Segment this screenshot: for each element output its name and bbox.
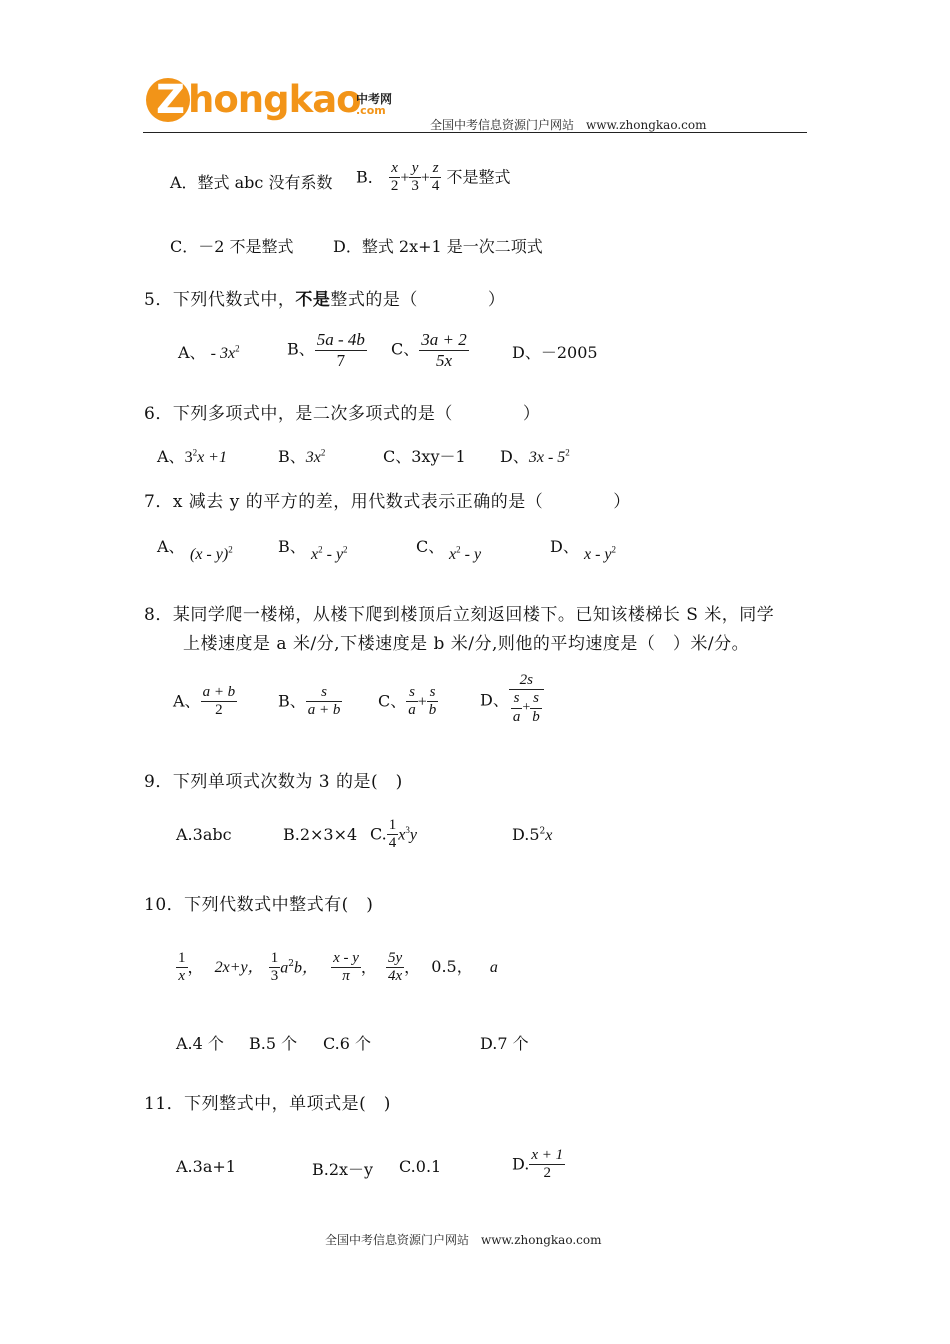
q6-option-b: B、$3x^2$ <box>278 447 326 466</box>
q5-stem-pre: 5．下列代数式中， <box>144 290 296 310</box>
q6-option-d: D、$3x - 5^2$ <box>500 447 570 466</box>
q8-option-b: B、 $\frac{s}{a + b}$ <box>278 684 341 719</box>
q10-expr-7: a <box>489 959 498 977</box>
q5-option-a: A、 - $3x^2$ <box>178 343 240 362</box>
q5-stem-bold: 不是 <box>295 290 331 310</box>
q7-option-a-label: A、 <box>157 537 185 556</box>
q10-expr-2: 2x+y， <box>214 959 264 977</box>
q7-option-a: (x - y)$^2$ <box>190 544 233 563</box>
q7-option-b-label: B、 <box>278 537 306 556</box>
header-divider <box>143 132 807 133</box>
q4-option-b: B． $\frac{x}{2}$ + $\frac{y}{3}$ + $\frac{z}{4}$ 不是整式 <box>356 160 511 195</box>
q10-expr-3-frac: $\frac{1}{3}$ <box>270 950 279 985</box>
q4-option-c: C．－2 不是整式 <box>170 237 294 256</box>
q8-stem-line-1: 8．某同学爬一楼梯，从楼下爬到楼顶后立刻返回楼下。已知该楼梯长 S 米，同学 <box>144 605 775 625</box>
q7-option-d-label: D、 <box>550 537 579 556</box>
q11-option-c: C.0.1 <box>399 1157 442 1176</box>
q4-b-tail: 不是整式 <box>446 167 511 187</box>
q10-expressions: $\frac{1}{x}$ ， 2x+y， $\frac{1}{3}$ $a^2b$， $\frac{x - y}{\pi}$ ， $\frac{5y}{4x}$ ， 0.5， a <box>178 950 498 985</box>
q9-option-a: A.3abc <box>176 825 232 844</box>
q11-option-b: B.2x－y <box>312 1160 374 1179</box>
q7-option-d: x - $y^2$ <box>584 544 617 563</box>
q7-option-c: $x^2$ - y <box>449 544 482 563</box>
q7-option-c-label: C、 <box>416 537 445 556</box>
q10-expr-4: $\frac{x - y}{\pi}$ <box>333 950 359 985</box>
q5-option-b: B、 $\frac{5a - 4b}{7}$ <box>287 330 365 370</box>
q4-b-frac-3: $\frac{z}{4}$ <box>431 160 440 195</box>
q9-option-c: C. $\frac{1}{4}$ $x^3y$ <box>370 817 417 852</box>
q10-expr-1: $\frac{1}{x}$ <box>178 950 186 985</box>
q4-b-frac-2: $\frac{y}{3}$ <box>411 160 419 195</box>
logo-z: Z <box>156 77 186 123</box>
q4-option-d: D．整式 2x+1 是一次二项式 <box>333 237 543 256</box>
q5-option-d: D、－2005 <box>512 343 598 362</box>
q10-option-c: C.6 个 <box>323 1034 372 1053</box>
q8-option-c: C、 $\frac{s}{a}$ + $\frac{s}{b}$ <box>378 684 437 719</box>
q10-option-a: A.4 个 <box>176 1034 224 1053</box>
q5-option-c: C、 $\frac{3a + 2}{5x}$ <box>391 330 467 370</box>
q10-expr-6: 0.5， <box>431 957 473 977</box>
q4-b-label: B． <box>356 167 384 187</box>
q8-option-d: D、 2s $\frac{s}{a}$ + $\frac{s}{b}$ <box>480 672 544 726</box>
q8-option-a: A、 $\frac{a + b}{2}$ <box>173 684 236 719</box>
logo-chinese: 中考网 <box>356 92 393 106</box>
q5-stem <box>144 285 505 310</box>
q9-option-d: $D.5^2x$ <box>512 825 553 844</box>
q11-stem: 11．下列整式中，单项式是( ) <box>144 1094 391 1114</box>
q9-option-b: B.2×3×4 <box>283 825 358 844</box>
q6-stem: 6．下列多项式中，是二次多项式的是（ ） <box>144 404 541 424</box>
q10-expr-5: $\frac{5y}{4x}$ <box>387 950 403 985</box>
q6-option-c: C、3xy－1 <box>383 447 466 466</box>
q11-option-d: D. $\frac{x + 1}{2}$ <box>512 1147 564 1182</box>
logo-com: .com <box>356 104 386 117</box>
q10-option-d: D.7 个 <box>480 1034 529 1053</box>
q7-option-b: $x^2 - y^2$ <box>311 544 348 563</box>
q8-stem-line-2: 上楼速度是 a 米/分,下楼速度是 b 米/分,则他的平均速度是（ ）米/分。 <box>183 634 750 654</box>
q4-b-frac-1: $\frac{x}{2}$ <box>390 160 399 195</box>
q6-option-a: A、$3^2x +1$ <box>157 447 227 466</box>
logo-wordmark: hongkao <box>188 78 361 121</box>
q5-stem-post: 整式的是（ ） <box>330 290 506 310</box>
q4-option-a: A．整式 abc 没有系数 <box>170 173 333 192</box>
q10-stem: 10．下列代数式中整式有( ) <box>144 895 374 915</box>
q9-stem: 9．下列单项式次数为 3 的是( ) <box>144 772 403 792</box>
footer-site-text: 全国中考信息资源门户网站 www.zhongkao.com <box>325 1233 602 1247</box>
q7-stem: 7．x 减去 y 的平方的差，用代数式表示正确的是（ ） <box>144 492 631 512</box>
q10-option-b: B.5 个 <box>249 1034 298 1053</box>
q11-option-a: A.3a+1 <box>176 1157 236 1176</box>
header-site-text: 全国中考信息资源门户网站 www.zhongkao.com <box>430 118 707 132</box>
